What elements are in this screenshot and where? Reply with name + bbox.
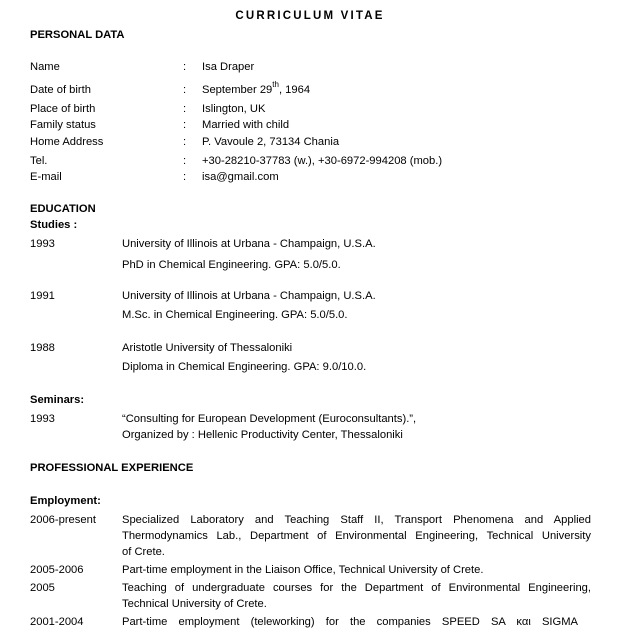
cv-title: CURRICULUM VITAE bbox=[235, 10, 385, 22]
employment-period: 2001-2004 bbox=[30, 616, 84, 628]
seminar-organizer: Organized by : Hellenic Productivity Center, Thessaloniki bbox=[122, 429, 403, 441]
study-degree: M.Sc. in Chemical Engineering. GPA: 5.0/5.0. bbox=[122, 309, 348, 321]
employment-heading: Employment: bbox=[30, 495, 101, 507]
study-institution: University of Illinois at Urbana - Champaign, U.S.A. bbox=[122, 290, 376, 302]
birthplace-label: Place of birth bbox=[30, 103, 96, 115]
address-label: Home Address bbox=[30, 136, 104, 148]
employment-description-line: of Crete. bbox=[122, 546, 165, 558]
study-year: 1993 bbox=[30, 238, 55, 250]
seminar-title: “Consulting for European Development (Euroconsultants).”, bbox=[122, 413, 417, 425]
email-colon: : bbox=[183, 171, 187, 183]
address-value: P. Vavoule 2, 73134 Chania bbox=[202, 136, 340, 148]
employment-description-line: Thermodynamics Lab., Department of Environmental Engineering, Technical University bbox=[122, 530, 591, 542]
study-institution: University of Illinois at Urbana - Champaign, U.S.A. bbox=[122, 238, 376, 250]
email-value: isa@gmail.com bbox=[202, 171, 279, 183]
study-degree: Diploma in Chemical Engineering. GPA: 9.0/10.0. bbox=[122, 361, 367, 373]
address-colon: : bbox=[183, 136, 187, 148]
experience-heading: PROFESSIONAL EXPERIENCE bbox=[30, 462, 194, 474]
employment-period: 2006-present bbox=[30, 514, 96, 526]
email-label: E-mail bbox=[30, 171, 62, 183]
study-institution: Aristotle University of Thessaloniki bbox=[122, 342, 293, 354]
tel-value: +30-28210-37783 (w.), +30-6972-994208 (mob.) bbox=[202, 155, 443, 167]
dob-value-main: September 29 bbox=[202, 84, 273, 96]
dob-value-ordinal: th bbox=[272, 80, 279, 89]
name-value: Isa Draper bbox=[202, 61, 255, 73]
dob-value-year: , 1964 bbox=[278, 84, 311, 96]
employment-description-line: Technical University of Crete. bbox=[122, 598, 267, 610]
education-heading: EDUCATION bbox=[30, 203, 96, 215]
employment-period: 2005-2006 bbox=[30, 564, 84, 576]
family-status-label: Family status bbox=[30, 119, 96, 131]
study-year: 1988 bbox=[30, 342, 55, 354]
studies-heading: Studies : bbox=[30, 219, 78, 231]
family-status-value: Married with child bbox=[202, 119, 290, 131]
dob-colon: : bbox=[183, 84, 187, 96]
employment-description-line: Teaching of undergraduate courses for the Department of Environmental Engineering, bbox=[122, 582, 591, 594]
tel-label: Tel. bbox=[30, 155, 48, 167]
study-year: 1991 bbox=[30, 290, 55, 302]
employment-description-line: Part-time employment in the Liaison Office, Technical University of Crete. bbox=[122, 564, 484, 576]
birthplace-colon: : bbox=[183, 103, 187, 115]
family-status-colon: : bbox=[183, 119, 187, 131]
personal-data-heading: PERSONAL DATA bbox=[30, 29, 125, 41]
seminar-year: 1993 bbox=[30, 413, 55, 425]
dob-label: Date of birth bbox=[30, 84, 91, 96]
employment-description-line: Specialized Laboratory and Teaching Staff II, Transport Phenomena and Applied bbox=[122, 514, 591, 526]
name-label: Name bbox=[30, 61, 60, 73]
study-degree: PhD in Chemical Engineering. GPA: 5.0/5.0. bbox=[122, 259, 341, 271]
name-colon: : bbox=[183, 61, 187, 73]
employment-period: 2005 bbox=[30, 582, 55, 594]
employment-description-line: Part-time employment (teleworking) for the companies SPEED SA και SIGMA bbox=[122, 616, 578, 628]
dob-value bbox=[202, 80, 311, 96]
birthplace-value: Islington, UK bbox=[202, 103, 266, 115]
tel-colon: : bbox=[183, 155, 187, 167]
seminars-heading: Seminars: bbox=[30, 394, 85, 406]
